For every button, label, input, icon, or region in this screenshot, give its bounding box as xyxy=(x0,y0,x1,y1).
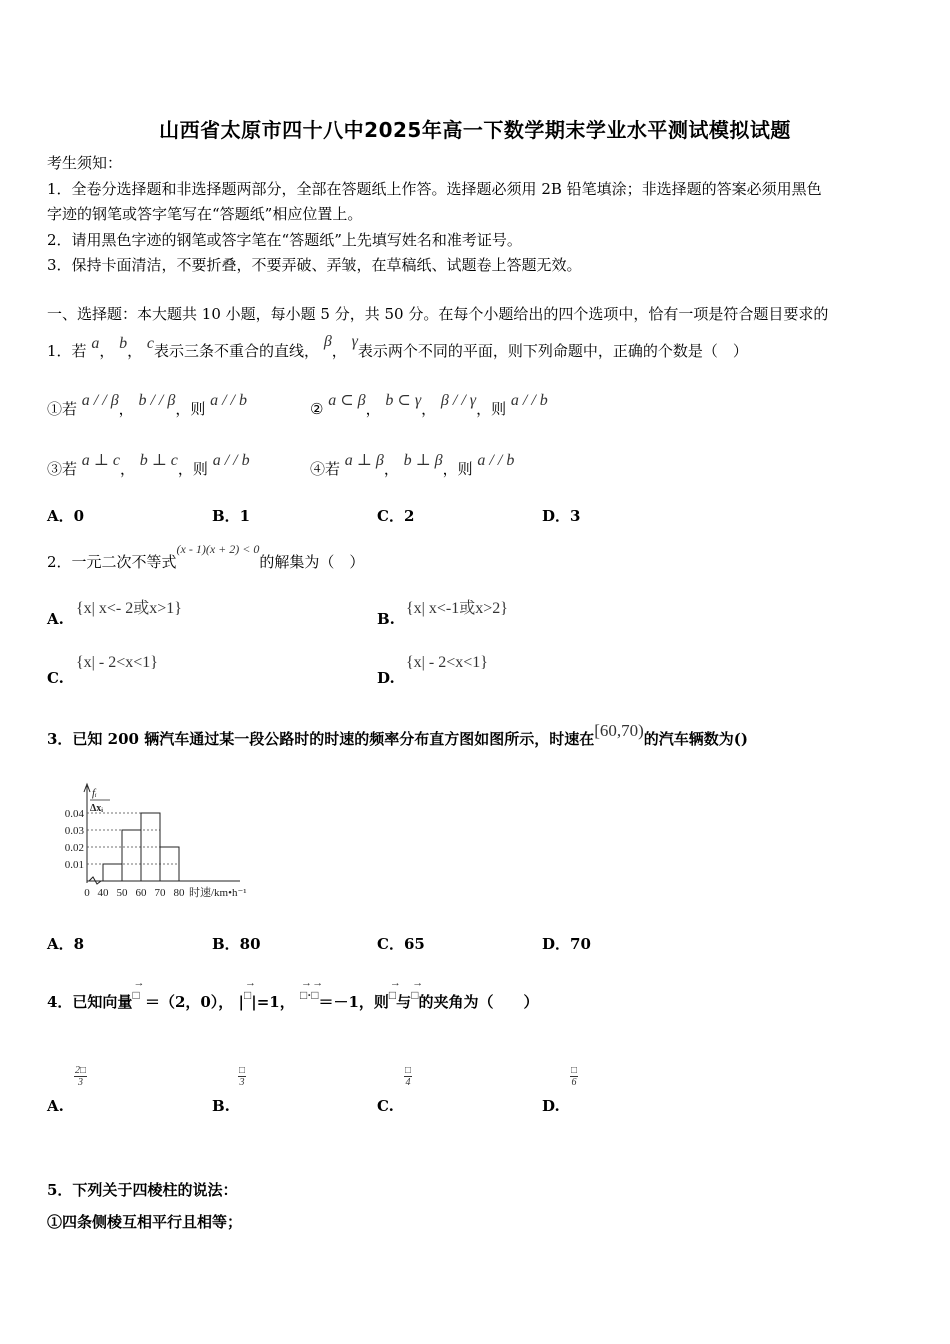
q1-end-text: 表示两个不同的平面，则下列命题中，正确的个数是（ ） xyxy=(357,342,748,360)
q1-s1-math-3: a / / b xyxy=(210,392,247,409)
y-tick-label: 0.03 xyxy=(64,825,84,837)
q1-s4-prefix: ④若 xyxy=(310,460,341,478)
q1-mid-text: 表示三条不重合的直线， xyxy=(154,342,320,360)
q1-var-b: b xyxy=(119,335,128,352)
q1-statement-2 xyxy=(310,392,548,419)
q3-option-b[interactable]: B．80 xyxy=(212,935,261,953)
q1-var-a: a xyxy=(91,335,100,352)
q2-inequality: (x - 1)(x + 2) < 0 xyxy=(176,542,260,556)
q4-vector-a: → □ xyxy=(132,988,139,1003)
q1-s3-math-3: a / / b xyxy=(212,452,250,469)
x-tick-label: 40 xyxy=(97,887,109,899)
q4-vector-b-dot: → □ xyxy=(311,988,318,1003)
q1-comma: ， xyxy=(331,342,347,360)
q4-option-d-label[interactable]: D. xyxy=(542,1097,560,1115)
x-tick-label: 70 xyxy=(154,887,166,899)
y-tick-label: 0.04 xyxy=(64,808,84,820)
y-label-denominator: Δxᵢ xyxy=(90,803,104,814)
q1-s2-math-1: a ⊂ β xyxy=(328,392,366,409)
q1-s4-math-1: a ⊥ β xyxy=(344,452,384,469)
q1-s1-math-1: a / / β xyxy=(81,392,119,409)
q4-vector-b: → □ xyxy=(244,988,251,1003)
histogram-bar xyxy=(103,864,122,881)
q1-s2-prefix: ② xyxy=(310,400,324,418)
q3-option-d[interactable]: D．70 xyxy=(542,935,591,953)
q1-option-c[interactable]: C．2 xyxy=(377,507,415,525)
q1-comma: ， xyxy=(383,460,399,478)
q4-vector-a-dot: → □ xyxy=(300,988,307,1003)
q4-text-a: 4．已知向量 xyxy=(47,993,133,1011)
q1-var-c: c xyxy=(146,335,155,352)
q1-number: 1．若 xyxy=(47,342,87,360)
q1-s1-then: ，则 xyxy=(175,400,206,418)
q2-option-a-set: {x| x<- 2或x>1} xyxy=(76,600,182,617)
q4-vector-b-2: → □ xyxy=(411,988,418,1003)
notice-line-3: 3．保持卡面清洁，不要折叠，不要弄破、弄皱，在草稿纸、试题卷上答题无效。 xyxy=(47,256,582,274)
q4-vector-a-2: → □ xyxy=(389,988,396,1003)
x-axis-label: 时速/km•h⁻¹ xyxy=(189,887,247,899)
q3-text-before: 3．已知 200 辆汽车通过某一段公路时的时速的频率分布直方图如图所示，时速在 xyxy=(47,730,595,748)
x-tick-label: 80 xyxy=(173,887,185,899)
notice-line-1a: 1．全卷分选择题和非选择题两部分，全部在答题纸上作答。选择题必须用 2B 铅笔填涂；非选择题的答案必须用黑色 xyxy=(47,180,822,198)
speed-histogram xyxy=(45,780,285,905)
q3-option-c[interactable]: C．65 xyxy=(377,935,425,953)
q1-comma: ， xyxy=(119,460,135,478)
q1-s4-math-3: a / / b xyxy=(477,452,515,469)
q1-var-beta: β xyxy=(323,333,332,350)
q1-s2-math-2: b ⊂ γ xyxy=(385,392,422,409)
q4-option-b-label[interactable]: B. xyxy=(212,1097,230,1115)
section-heading: 一、选择题：本大题共 10 小题，每小题 5 分，共 50 分。在每个小题给出的四个选项中，恰有一项是符合题目要求的 xyxy=(47,305,829,323)
y-tick-label: 0.01 xyxy=(64,859,84,871)
x-tick-label: 50 xyxy=(116,887,128,899)
page-title: 山西省太原市四十八中2025年高一下数学期末学业水平测试模拟试题 xyxy=(159,118,791,142)
q5-item-1: ①四条侧棱互相平行且相等； xyxy=(47,1213,243,1231)
q4-text-e: 与 xyxy=(396,993,412,1011)
q1-statement-3 xyxy=(47,452,250,479)
x-origin-label: 0 xyxy=(84,887,90,899)
q2-option-c-label[interactable]: C. xyxy=(47,669,64,687)
q4-option-c-label[interactable]: C. xyxy=(377,1097,394,1115)
q2-option-b-label[interactable]: B. xyxy=(377,610,395,628)
q4-text-b: ＝（2，0）， xyxy=(144,993,234,1011)
q4-option-a-frac: $\frac{2□}{3}$ xyxy=(75,1065,87,1088)
q1-comma: ， xyxy=(365,400,381,418)
q1-s1-prefix: ①若 xyxy=(47,400,78,418)
q2-option-b-set: {x| x<-1或x>2} xyxy=(406,600,508,617)
notice-line-1b: 字迹的钢笔或答字笔写在“答题纸”相应位置上。 xyxy=(47,205,363,223)
q1-comma: ， xyxy=(99,342,115,360)
q1-var-gamma: γ xyxy=(351,333,358,350)
y-tick-label: 0.02 xyxy=(64,842,84,854)
q1-option-b[interactable]: B．1 xyxy=(212,507,251,525)
question-3-stem xyxy=(47,721,748,749)
q3-option-a[interactable]: A．8 xyxy=(47,935,85,953)
question-1-stem xyxy=(47,333,748,361)
q3-interval: [60,70) xyxy=(594,721,644,740)
q1-s1-math-2: b / / β xyxy=(138,392,176,409)
y-label-numerator: fᵢ xyxy=(92,787,97,799)
q2-text-before: 2．一元二次不等式 xyxy=(47,553,177,571)
q1-comma: ， xyxy=(127,342,143,360)
q2-option-c-set: {x| - 2<x<1} xyxy=(76,654,158,671)
notice-heading: 考生须知： xyxy=(47,154,123,172)
q1-s3-prefix: ③若 xyxy=(47,460,78,478)
q1-s3-math-2: b ⊥ c xyxy=(139,452,178,469)
q1-option-d[interactable]: D．3 xyxy=(542,507,581,525)
q2-option-d-set: {x| - 2<x<1} xyxy=(406,654,488,671)
q1-s2-math-3: β / / γ xyxy=(440,392,477,409)
q3-text-after: 的汽车辆数为() xyxy=(643,730,748,748)
q2-option-d-label[interactable]: D. xyxy=(377,669,395,687)
question-5-stem: 5．下列关于四棱柱的说法： xyxy=(47,1181,238,1199)
notice-line-2: 2．请用黑色字迹的钢笔或答字笔在“答题纸”上先填写姓名和准考证号。 xyxy=(47,231,522,249)
q4-text-f: 的夹角为（ ） xyxy=(418,993,539,1011)
q1-s4-math-2: b ⊥ β xyxy=(403,452,443,469)
q1-statement-1 xyxy=(47,392,247,419)
q1-s3-math-1: a ⊥ c xyxy=(81,452,120,469)
q1-comma: ， xyxy=(421,400,437,418)
q1-option-a[interactable]: A．0 xyxy=(47,507,85,525)
histogram-bar xyxy=(122,830,141,881)
q2-option-a-label[interactable]: A. xyxy=(47,610,64,628)
q1-comma: ， xyxy=(118,400,134,418)
q4-option-d-frac: $\frac{□}{6}$ xyxy=(571,1065,578,1088)
q2-text-after: 的解集为（ ） xyxy=(259,553,365,571)
x-tick-label: 60 xyxy=(135,887,147,899)
q1-s3-then: ，则 xyxy=(177,460,208,478)
q4-dot: · xyxy=(307,988,312,1002)
q4-option-a-label[interactable]: A. xyxy=(47,1097,64,1115)
question-2-stem xyxy=(47,542,365,572)
question-4-stem: 4．已知向量→ □ ＝（2，0）， |→ □|=1， → □·→ □＝－1，则→ □与→ □的夹角为（ ） xyxy=(47,991,538,1012)
q1-statement-4 xyxy=(310,452,515,479)
q4-text-c: |=1， xyxy=(251,993,295,1011)
q4-option-c-frac: $\frac{□}{4}$ xyxy=(405,1065,412,1088)
q1-s4-then: ，则 xyxy=(442,460,473,478)
q4-text-d: ＝－1，则 xyxy=(318,993,389,1011)
q1-s2-math-4: a / / b xyxy=(510,392,548,409)
q1-s2-then: ，则 xyxy=(476,400,507,418)
q4-option-b-frac: $\frac{□}{3}$ xyxy=(239,1065,246,1088)
